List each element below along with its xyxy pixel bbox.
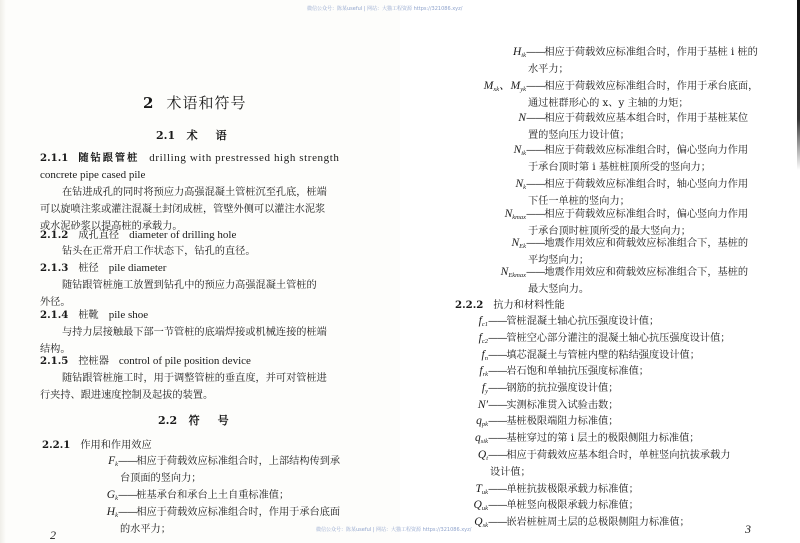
subsection-2-2-2 (455, 297, 565, 314)
symbol-desc: 相应于荷载效应基本组合时，单桩竖向抗拔承载力 (506, 450, 731, 461)
term-zh: 桩径 (78, 263, 99, 274)
symbol: Q (474, 516, 483, 528)
symbol-subscript: xk (493, 86, 500, 93)
symbol-desc-cont: 平均竖向力； (528, 255, 590, 266)
subsection-title: 作用和作用效应 (80, 440, 152, 451)
term-zh: 随钻跟管桩 (78, 152, 140, 164)
symbol-desc: 相应于荷载效应标准组合时，作用于承台底面， (544, 81, 759, 92)
term-desc-line: 随钻跟管桩施工放置到钻孔中的预应力高强混凝土管桩的 (62, 280, 317, 291)
symbol-desc: 地震作用效应和荷载效应标准组合下，基桩的 (544, 267, 749, 278)
symbol-subscript: ik (521, 52, 526, 59)
symbol-desc: 管桩空心部分灌注的混凝土轴心抗压强度设计值； (506, 333, 731, 344)
term-desc-line: 在钻进成孔的同时将预应力高强混凝土管桩沉至孔底，桩端 (62, 187, 327, 198)
term-desc-line: 行夹持、跟进速度控制及起拔的装置。 (40, 390, 214, 401)
symbol: f (478, 332, 482, 344)
term-desc-line: 或水泥砂浆以提高桩的承载力。 (40, 221, 183, 232)
symbol-subscript: pk (481, 421, 488, 428)
symbol-row: $N_{ik}——$相应于荷载效应标准组合时，偏心竖向力作用 (513, 144, 749, 157)
symbol-desc: 嵌岩桩桩周土层的总极限侧阻力标准值； (506, 517, 690, 528)
right-page (400, 0, 800, 543)
chapter-title (143, 92, 246, 113)
section-title-char: 术 (186, 129, 198, 142)
symbol-subscript: k (115, 461, 118, 468)
symbol: f (481, 349, 485, 361)
material-row: $f_y——$钢筋的抗拉强度设计值； (481, 382, 619, 395)
symbol-row: $N_{kmax}——$相应于荷载效应标准组合时，偏心竖向力作用 (504, 208, 749, 221)
symbol-row: N——相应于荷载效应基本组合时，作用于基桩某位 (518, 112, 749, 124)
symbol-desc-cont: 设计值； (490, 467, 531, 478)
symbol-subscript: k (115, 512, 118, 519)
chapter-name: 术语和符号 (166, 94, 247, 112)
subsection-number: 2.2.2 (455, 299, 484, 311)
symbol: M (510, 80, 521, 92)
symbol: f (479, 365, 483, 377)
symbol-subscript: uk (481, 489, 488, 496)
symbol: T (475, 483, 482, 495)
symbol-desc-cont: 下任一单桩的竖向力； (528, 196, 630, 207)
section-number: 2.2 (158, 414, 178, 427)
symbol: M (483, 80, 494, 92)
symbol-row: $H_k——$相应于荷载效应标准组合时，作用于承台底面 (106, 506, 341, 519)
symbol-subscript: n (484, 355, 488, 362)
symbol: N (504, 208, 513, 220)
symbol: N (500, 266, 509, 278)
material-row: $f_{c1}——$管桩混凝土轴心抗压强度设计值； (478, 315, 660, 328)
material-row: $f_n——$填芯混凝土与管桩内壁的粘结强度设计值； (481, 349, 700, 362)
symbol-desc-cont: 通过桩群形心的 x、y 主轴的力矩； (528, 98, 689, 109)
subsection-2-2-1 (42, 437, 152, 454)
symbol-subscript: c1 (481, 321, 488, 328)
term-number: 2.1.1 (40, 152, 69, 164)
symbol-subscript: sk (482, 522, 488, 529)
section-number: 2.1 (156, 129, 176, 142)
material-row: $f_{rk}——$岩石饱和单轴抗压强度标准值； (479, 365, 649, 378)
term-desc-line: 与持力层接触最下部一节管桩的底端焊接或机械连接的桩端 (62, 327, 327, 338)
term-zh: 桩靴 (78, 310, 99, 321)
symbol-subscript: Ekmax (508, 272, 526, 279)
symbol-desc-cont: 于承台顶时桩顶所受的最大竖向力； (528, 226, 691, 237)
symbol-subscript: Ek (519, 243, 526, 250)
watermark-bottom: 微信公众号：陈某useful | 网站：大猫工程资源 https://321086.xyz/ (316, 527, 472, 533)
term-desc-line: 可以旋喷注浆或灌注混凝土封闭成桩，管壁外侧可以灌注水泥浆 (40, 204, 326, 215)
symbol-desc: 相应于荷载效应标准组合时，作用于承台底面 (136, 507, 341, 518)
symbol: f (481, 382, 486, 394)
subsection-number: 2.2.1 (42, 439, 71, 451)
symbol-row: $H_{ik}——$相应于荷载效应标准组合时，作用于基桩 i 桩的 (512, 46, 758, 59)
symbol-row: $N_{Ekmax}——$地震作用效应和荷载效应标准组合下，基桩的 (500, 266, 749, 279)
material-row: $q_{pk}——$基桩极限端阻力标准值； (476, 415, 619, 428)
symbol-row: $M_{xk}$、$M_{yk}——$相应于荷载效应标准组合时，作用于承台底面， (483, 80, 759, 93)
watermark-top: 微信公众号：陈某useful | 网站：大猫工程资源 https://321086.xyz/ (307, 6, 463, 12)
symbol-row: $N_k——$相应于荷载效应标准组合时，轴心竖向力作用 (515, 178, 749, 191)
term-2-1-5-heading (40, 353, 251, 370)
section-title-char: 符 (188, 414, 200, 427)
term-en: diameter of drilling hole (129, 229, 237, 241)
material-row: $q_{sik}——$基桩穿过的第 i 层土的极限侧阻力标准值； (475, 432, 700, 445)
term-2-1-4-heading (40, 307, 148, 324)
section-2-1-title (156, 127, 227, 143)
section-title-char: 号 (217, 414, 229, 427)
symbol-desc-cont: 的水平力； (120, 524, 171, 535)
subsection-title: 抗力和材料性能 (493, 300, 565, 311)
section-2-2-title (158, 412, 229, 428)
material-row: N′——实测标准贯入试验击数； (477, 399, 619, 411)
symbol-row: $N_{Ek}——$地震作用效应和荷载效应标准组合下，基桩的 (511, 237, 749, 250)
term-number: 2.1.4 (40, 309, 69, 321)
term-en: pile diameter (108, 262, 167, 274)
symbol: H (512, 46, 522, 58)
term-desc-line: 外径。 (40, 297, 71, 308)
symbol-desc-cont: 最大竖向力。 (528, 284, 590, 295)
symbol-desc: 钢筋的抗拉强度设计值； (506, 383, 619, 394)
symbol-desc: 实测标准贯入试验击数； (506, 400, 619, 411)
symbol: N (511, 237, 520, 249)
symbol-desc-cont: 于承台顶时第 i 基桩桩顶所受的竖向力； (528, 162, 711, 173)
material-row: $T_{uk}——$单桩抗拔极限承载力标准值； (475, 483, 639, 496)
term-en: drilling with prestressed high strength (149, 152, 340, 164)
symbol-subscript: k (523, 184, 526, 191)
term-en: control of pile position device (118, 355, 251, 367)
term-2-1-1-heading (40, 150, 340, 167)
symbol-subscript: t (486, 455, 488, 462)
page-edge-shade (0, 0, 6, 543)
symbol: q (475, 432, 481, 444)
symbol-desc: 基桩穿过的第 i 层土的极限侧阻力标准值； (506, 433, 700, 444)
term-en-cont: concrete pipe cased pile (40, 169, 146, 181)
symbol-subscript: y (485, 388, 488, 395)
page-number: 2 (50, 528, 56, 542)
symbol: G (106, 489, 116, 501)
symbol-desc: 填芯混凝土与管桩内壁的粘结强度设计值； (506, 350, 700, 361)
symbol: H (106, 506, 116, 518)
symbol-subscript: uk (481, 505, 488, 512)
symbol: F (108, 455, 116, 467)
symbol-desc: 管桩混凝土轴心抗压强度设计值； (506, 316, 660, 327)
material-row: $Q_{sk}——$嵌岩桩桩周土层的总极限侧阻力标准值； (474, 516, 690, 529)
symbol: N (515, 178, 524, 190)
symbol-desc: 基桩极限端阻力标准值； (506, 416, 619, 427)
symbol-desc: 相应于荷载效应基本组合时，作用于基桩某位 (544, 113, 749, 124)
symbol: q (476, 415, 482, 427)
symbol-subscript: k (115, 495, 118, 502)
symbol-desc: 相应于荷载效应标准组合时，轴心竖向力作用 (544, 179, 749, 190)
term-2-1-2-heading (40, 227, 236, 244)
symbol: Q (477, 449, 487, 461)
symbol-desc: 相应于荷载效应标准组合时，上部结构传到承 (136, 456, 341, 467)
symbol: N′ (477, 399, 488, 411)
symbol-desc: 相应于荷载效应标准组合时，偏心竖向力作用 (544, 209, 749, 220)
symbol: N (518, 112, 526, 124)
symbol-desc-cont: 置的竖向压力设计值； (528, 130, 630, 141)
symbol-desc: 单桩抗拔极限承载力标准值； (506, 484, 639, 495)
term-number: 2.1.5 (40, 355, 69, 367)
symbol-desc-cont: 台顶面的竖向力； (120, 473, 202, 484)
term-desc-line: 钻头在正常开启工作状态下，钻孔的直径。 (62, 246, 256, 257)
term-desc-line: 结构。 (40, 344, 71, 355)
symbol-subscript: yk (520, 86, 526, 93)
symbol-subscript: rk (482, 371, 488, 378)
symbol-row: $F_k——$相应于荷载效应标准组合时，上部结构传到承 (108, 455, 341, 468)
symbol: Q (473, 499, 482, 511)
term-number: 2.1.3 (40, 262, 69, 274)
symbol-row: $G_k——$桩基承台和承台上土自重标准值； (106, 489, 290, 502)
chapter-number: 2 (143, 94, 155, 112)
symbol-desc-cont: 水平力； (528, 64, 569, 75)
material-row: $Q_{uk}——$单桩竖向极限承载力标准值； (473, 499, 639, 512)
symbol-subscript: sik (480, 438, 488, 445)
term-zh: 控桩器 (78, 356, 109, 367)
symbol-desc: 相应于荷载效应标准组合时，作用于基桩 i 桩的 (544, 47, 758, 58)
material-row: $f_{c2}——$管桩空心部分灌注的混凝土轴心抗压强度设计值； (478, 332, 731, 345)
symbol: f (478, 315, 482, 327)
symbol-desc: 地震作用效应和荷载效应标准组合下，基桩的 (544, 238, 749, 249)
symbol-subscript: kmax (512, 214, 526, 221)
material-row: $Q_t——$相应于荷载效应基本组合时，单桩竖向抗拔承载力 (477, 449, 731, 462)
symbol-subscript: c2 (481, 338, 488, 345)
term-desc-line: 随钻跟管桩施工时，用于调整管桩的垂直度，并可对管桩进 (62, 373, 327, 384)
term-zh: 成孔直径 (78, 230, 120, 241)
term-number: 2.1.2 (40, 229, 69, 241)
symbol-desc: 桩基承台和承台上土自重标准值； (136, 490, 290, 501)
term-en: pile shoe (108, 309, 149, 321)
term-2-1-3-heading (40, 260, 166, 277)
section-title-char: 语 (215, 129, 227, 142)
symbol-desc: 单桩竖向极限承载力标准值； (506, 500, 639, 511)
symbol-subscript: ik (521, 150, 526, 157)
symbol: N (513, 144, 522, 156)
symbol-desc: 岩石饱和单轴抗压强度标准值； (506, 366, 649, 377)
symbol-desc: 相应于荷载效应标准组合时，偏心竖向力作用 (544, 145, 749, 156)
page-number: 3 (745, 522, 751, 536)
